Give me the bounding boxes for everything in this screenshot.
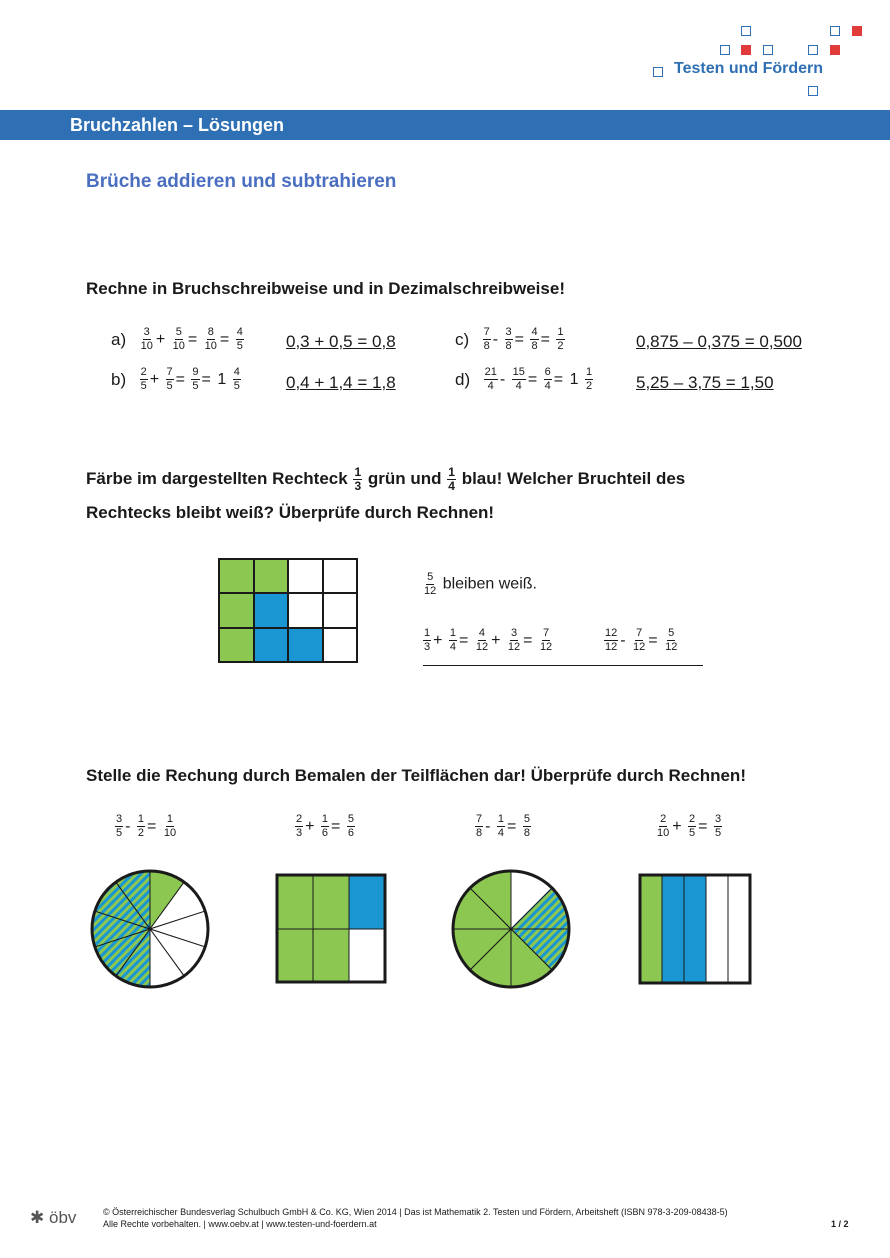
grid-cell xyxy=(288,593,323,627)
circle-eighths xyxy=(453,871,569,987)
sixths-cell xyxy=(313,875,349,929)
task2-answer: $\frac{5}{12}$ bleiben weiß. xyxy=(424,571,537,597)
task1-b-decimal: 0,4 + 1,4 = 1,8 xyxy=(286,373,396,392)
grid-cell xyxy=(219,593,254,627)
task1-d-decimal: 5,25 – 3,75 = 1,50 xyxy=(636,373,774,392)
task3-figures xyxy=(0,860,890,1000)
task3-eq-1: $\frac{3}{5}$ - $\frac{1}{2}$ = $\frac{1}{10}$ xyxy=(116,813,177,839)
task3-eq-2: $\frac{2}{3}$ + $\frac{1}{6}$ = $\frac{5}{6}$ xyxy=(296,813,354,839)
task1-b-fraction: b) $\frac{2}{5}$ + $\frac{7}{5}$ = $\frac{9}{5}$ = 1 $\frac{4}{5}$ xyxy=(111,366,240,392)
task2-calc-2: $\frac{12}{12}$ - $\frac{7}{12}$ = $\frac{5}{12}$ xyxy=(605,627,678,653)
task1-c-fraction: c) $\frac{7}{8}$ - $\frac{3}{8}$ = $\frac{4}{8}$ = $\frac{1}{2}$ xyxy=(455,326,564,352)
task1-d-fraction: d) $\frac{21}{4}$ - $\frac{15}{4}$ = $\frac{6}{4}$ = 1 $\frac{1}{2}$ xyxy=(455,366,593,392)
fifths-strip xyxy=(684,875,706,983)
footer-line-1: © Österreichischer Bundesverlag Schulbuch GmbH & Co. KG, Wien 2014 | Das ist Mathematik 2. Testen und Fördern, Arbeitsheft (ISBN 978-3-209-08438-5) xyxy=(103,1207,728,1217)
grid-cell xyxy=(323,559,358,593)
sixths-cell xyxy=(277,875,313,929)
task1-a-decimal: 0,3 + 0,5 = 0,8 xyxy=(286,332,396,351)
task3-eq-4: $\frac{2}{10}$ + $\frac{2}{5}$ = $\frac{3}{5}$ xyxy=(657,813,722,839)
task2-title-line2: Rechtecks bleibt weiß? Überprüfe durch Rechnen! xyxy=(86,503,495,522)
sixths-cell xyxy=(349,875,385,929)
grid-cell xyxy=(254,593,289,627)
grid-cell xyxy=(288,628,323,662)
grid-cell xyxy=(288,559,323,593)
grid-cell xyxy=(254,559,289,593)
grid-cell xyxy=(219,628,254,662)
fifths-strip xyxy=(728,875,750,983)
task3-title: Stelle die Rechung durch Bemalen der Teilflächen dar! Überprüfe durch Rechnen! xyxy=(86,766,746,785)
grid-cell xyxy=(219,559,254,593)
sixths-cell xyxy=(349,929,385,982)
sixths-cell xyxy=(313,929,349,982)
task2-title: Färbe im dargestellten Rechteck $\frac{1}{3}$ grün und $\frac{1}{4}$ blau! Welcher Bruchteil des xyxy=(86,465,686,493)
fifths-strip xyxy=(706,875,728,983)
grid-cell xyxy=(254,628,289,662)
task1-title: Rechne in Bruchschreibweise und in Dezimalschreibweise! xyxy=(86,279,565,298)
fifths-strip xyxy=(640,875,662,983)
footer-logo: ✱ öbv xyxy=(30,1208,77,1227)
circle-tenths xyxy=(92,871,208,987)
section-title: Brüche addieren und subtrahieren xyxy=(86,171,397,192)
strips-fifths xyxy=(640,875,750,983)
square-sixths xyxy=(277,875,385,982)
grid-cell xyxy=(323,628,358,662)
fifths-strip xyxy=(662,875,684,983)
band-title: Bruchzahlen – Lösungen xyxy=(70,115,285,135)
task1-a-fraction: a) $\frac{3}{10}$ + $\frac{5}{10}$ = $\frac{8}{10}$ = $\frac{4}{5}$ xyxy=(111,326,243,352)
page-number: 1 / 2 xyxy=(831,1219,849,1229)
task1-c-decimal: 0,875 – 0,375 = 0,500 xyxy=(636,332,802,351)
task2-rectangle-grid xyxy=(218,558,358,663)
publisher-icon: ✱ xyxy=(30,1208,45,1227)
task2-calc-1: $\frac{1}{3}$ + $\frac{1}{4}$ = $\frac{4}{12}$ + $\frac{3}{12}$ = $\frac{7}{12}$ xyxy=(424,627,553,653)
sixths-cell xyxy=(277,929,313,982)
brand-name: Testen und Fördern xyxy=(674,60,824,77)
task2-underline xyxy=(423,665,703,666)
task3-eq-3: $\frac{7}{8}$ - $\frac{1}{4}$ = $\frac{5}{8}$ xyxy=(476,813,530,839)
footer-line-2: Alle Rechte vorbehalten. | www.oebv.at | www.testen-und-foerdern.at xyxy=(103,1219,377,1229)
grid-cell xyxy=(323,593,358,627)
